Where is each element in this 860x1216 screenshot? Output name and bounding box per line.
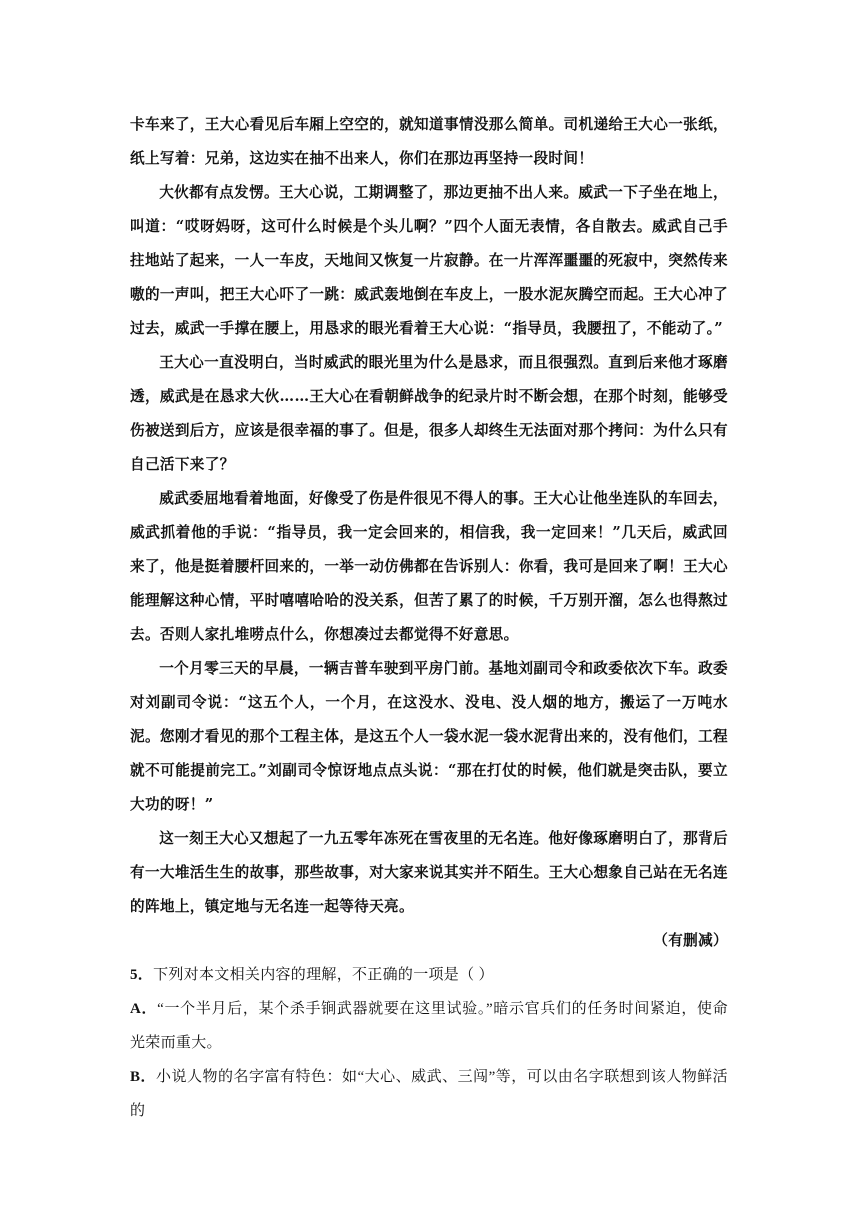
question-5 xyxy=(130,958,728,992)
paragraph-3: 王大心一直没明白，当时威武的眼光里为什么是恳求，而且很强烈。直到后来他才琢磨透，威武是在恳求大伙……王大心在看朝鲜战争的纪录片时不断会想，在那个时刻，能够受伤被送到后方，应该是很幸福的事了。但是，很多人却终生无法面对那个拷问：为什么只有自己活下来了？ xyxy=(130,354,728,473)
question-text: 下列对本文相关内容的理解，不正确的一项是（ ） xyxy=(153,967,494,983)
paragraph-6: 这一刻王大心又想起了一九五零年冻死在雪夜里的无名连。他好像琢磨明白了，那背后有一大堆活生生的故事，那些故事，对大家来说其实并不陌生。王大心想象自己站在无名连的阵地上，镇定地与无名连一起等待天亮。 xyxy=(130,830,728,915)
paragraph-2: 大伙都有点发愣。王大心说，工期调整了，那边更抽不出人来。威武一下子坐在地上，叫道：“哎呀妈呀，这可什么时候是个头儿啊？”四个人面无表情，各自散去。威武自己手拄地站了起来，一人一车皮，天地间又恢复一片寂静。在一片浑浑噩噩的死寂中，突然传来嗷的一声叫，把王大心吓了一跳：威武轰地倒在车皮上，一股水泥灰腾空而起。王大心冲了过去，威武一手撑在腰上，用恳求的眼光看着王大心说：“指导员，我腰扭了，不能动了。” xyxy=(130,184,728,337)
paragraph-4: 威武委屈地看着地面，好像受了伤是件很见不得人的事。王大心让他坐连队的车回去，威武抓着他的手说：“指导员，我一定会回来的，相信我，我一定回来！”几天后，威武回来了，他是挺着腰杆回来的，一举一动仿佛都在告诉别人：你看，我可是回来了啊！王大心能理解这种心情，平时嘻嘻哈哈的没关系，但苦了累了的时候，千万别开溜，怎么也得熬过去。否则人家扎堆唠点什么，你想凑过去都觉得不好意思。 xyxy=(130,490,728,643)
paragraph-5: 一个月零三天的早晨，一辆吉普车驶到平房门前。基地刘副司令和政委依次下车。政委对刘副司令说：“这五个人，一个月，在这没水、没电、没人烟的地方，搬运了一万吨水泥。您刚才看见的那个工程主体，是这五个人一袋水泥一袋水泥背出来的，没有他们，工程就不可能提前完工。”刘副司令惊讶地点点头说：“那在打仗的时候，他们就是突击队，要立大功的呀！” xyxy=(130,660,728,813)
source-note: （有删减） xyxy=(653,932,728,949)
paragraph-1: 卡车来了，王大心看见后车厢上空空的，就知道事情没那么简单。司机递给王大心一张纸，纸上写着：兄弟，这边实在抽不出来人，你们在那边再坚持一段时间！ xyxy=(130,116,728,167)
option-b xyxy=(130,1060,728,1128)
passage xyxy=(130,108,728,1128)
option-a-text: “一个半月后，某个杀手锏武器就要在这里试验。”暗示官兵们的任务时间紧迫，使命光荣而重大。 xyxy=(130,1001,728,1051)
option-a xyxy=(130,992,728,1060)
option-b-letter: B． xyxy=(130,1069,156,1085)
option-b-text: 小说人物的名字富有特色：如“大心、威武、三闯”等，可以由名字联想到该人物鲜活的 xyxy=(130,1069,728,1119)
option-a-letter: A． xyxy=(130,1001,158,1017)
question-number: 5． xyxy=(130,967,154,983)
